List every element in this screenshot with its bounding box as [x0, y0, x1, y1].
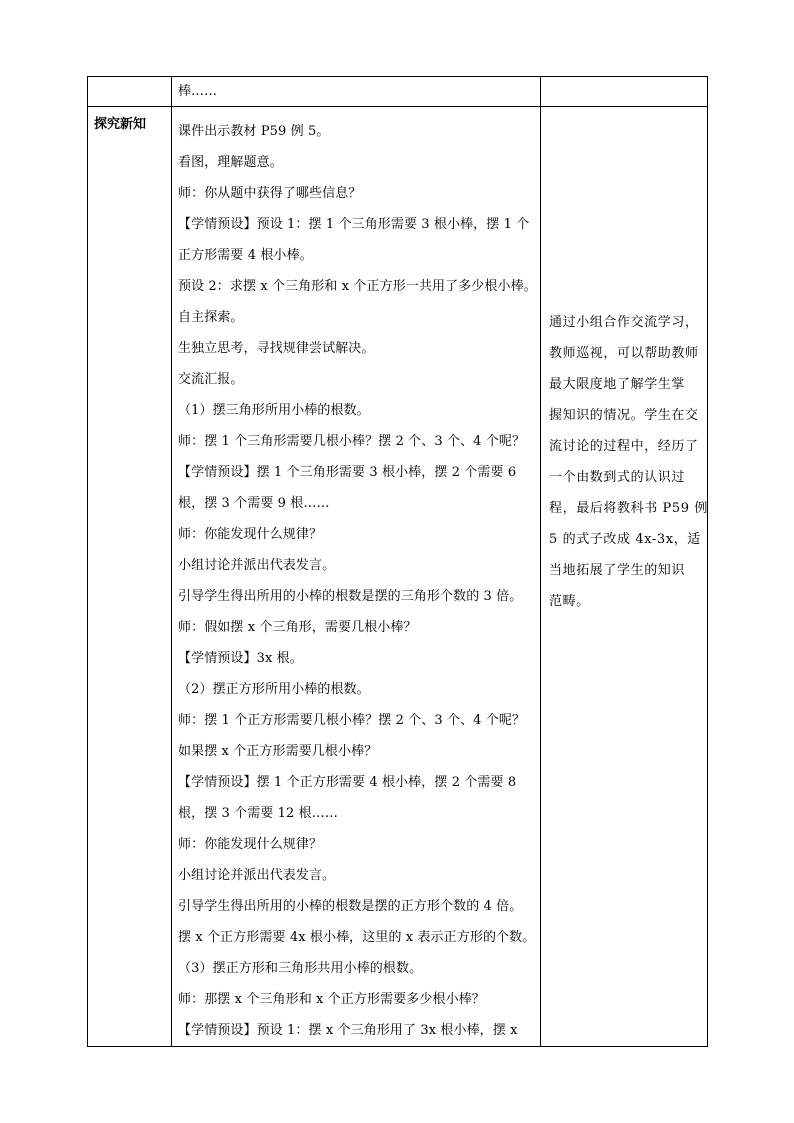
note-line: 教师巡视，可以帮助教师: [549, 346, 699, 361]
top-row-content-cell: [172, 77, 541, 107]
note-line: 5 的式子改成 4x-3x，适: [549, 532, 701, 547]
content-line: 师：摆 1 个正方形需要几根小棒？摆 2 个、3 个、4 个呢？: [178, 713, 526, 728]
note-line: 通过小组合作交流学习，: [549, 315, 699, 330]
section-label: 探究新知: [94, 117, 147, 132]
content-line: 自主探索。: [178, 310, 244, 325]
content-line: 根，摆 3 个需要 9 根……: [178, 496, 330, 511]
content-line: 【学情预设】摆 1 个正方形需要 4 根小棒，摆 2 个需要 8: [178, 775, 517, 790]
note-line: 程，最后将教科书 P59 例: [549, 501, 708, 516]
content-line: 师：摆 1 个三角形需要几根小棒？摆 2 个、3 个、4 个呢？: [178, 434, 526, 449]
content-line: 小组讨论并派出代表发言。: [178, 558, 336, 573]
content-line: 看图，理解题意。: [178, 155, 283, 170]
content-line: 【学情预设】预设 1：摆 1 个三角形需要 3 根小棒，摆 1 个: [178, 217, 530, 232]
content-line: （3）摆正方形和三角形共用小棒的根数。: [178, 961, 423, 976]
content-line: 课件出示教材 P59 例 5。: [178, 124, 330, 139]
note-line: 一个由数到式的认识过: [549, 470, 686, 485]
note-cell: [541, 107, 708, 1047]
content-line: 根，摆 3 个需要 12 根……: [178, 806, 338, 821]
content-line: 【学情预设】预设 1：摆 x 个三角形用了 3x 根小棒，摆 x: [178, 1023, 518, 1038]
table-row-main: [88, 107, 708, 1047]
content-line: 引导学生得出所用的小棒的根数是摆的正方形个数的 4 倍。: [178, 899, 523, 914]
content-line: （1）摆三角形所用小棒的根数。: [178, 403, 370, 418]
content-line: 师：你能发现什么规律？: [178, 527, 323, 542]
content-line: 交流汇报。: [178, 372, 244, 387]
content-line: 师：你能发现什么规律？: [178, 837, 323, 852]
content-line: 生独立思考，寻找规律尝试解决。: [178, 341, 375, 356]
content-line: 摆 x 个正方形需要 4x 根小棒，这里的 x 表示正方形的个数。: [178, 930, 536, 945]
content-line: 如果摆 x 个正方形需要几根小棒？: [178, 744, 378, 759]
table-row-top: [88, 77, 708, 107]
main-content-cell: [172, 107, 541, 1047]
content-line: 【学情预设】摆 1 个三角形需要 3 根小棒，摆 2 个需要 6: [178, 465, 517, 480]
top-row-note-cell: [541, 77, 708, 107]
content-line: 引导学生得出所用的小棒的根数是摆的三角形个数的 3 倍。: [178, 589, 523, 604]
note-line: 握知识的情况。学生在交: [549, 408, 699, 423]
top-row-content: 棒……: [178, 84, 218, 99]
content-line: 正方形需要 4 根小棒。: [178, 248, 313, 263]
content-line: 预设 2：求摆 x 个三角形和 x 个正方形一共用了多少根小棒。: [178, 279, 537, 294]
main-content-lines: [172, 107, 540, 1046]
note-line: 范畴。: [549, 594, 590, 609]
content-line: 师：假如摆 x 个三角形，需要几根小棒？: [178, 620, 417, 635]
content-line: 师：你从题中获得了哪些信息？: [178, 186, 362, 201]
lesson-plan-table: [87, 76, 708, 1047]
design-note: [541, 107, 707, 617]
note-line: 流讨论的过程中，经历了: [549, 439, 699, 454]
content-line: 小组讨论并派出代表发言。: [178, 868, 336, 883]
content-line: （2）摆正方形所用小棒的根数。: [178, 682, 370, 697]
content-line: 【学情预设】3x 根。: [178, 651, 303, 666]
section-label-cell: [88, 107, 172, 1047]
content-line: 师：那摆 x 个三角形和 x 个正方形需要多少根小棒？: [178, 992, 485, 1007]
top-row-label-cell: [88, 77, 172, 107]
note-line: 当地拓展了学生的知识: [549, 563, 686, 578]
note-line: 最大限度地了解学生掌: [549, 377, 686, 392]
